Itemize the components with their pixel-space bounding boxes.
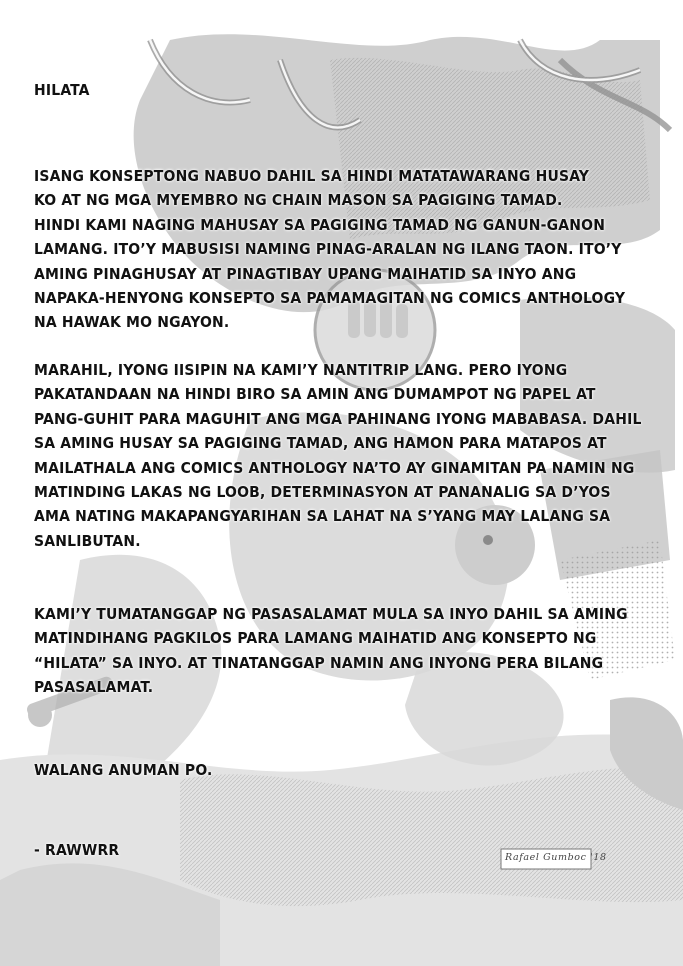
author-signature: - RAWWRR (34, 841, 120, 859)
closing-line: WALANG ANUMAN PO. (34, 761, 213, 779)
page-title: HILATA (34, 81, 90, 99)
paragraph-3: KAMI’Y TUMATANGGAP NG PASASALAMAT MULA SA INYO DAHIL SA AMING MATINDIHANG PAGKILOS PARA LAMANG MAIHATID ANG KONSEPTO NG “HILATA” SA INYO. AT TINATANGGAP NAMIN ANG INYONG PERA BILANG PASASALAMAT. (34, 605, 628, 697)
paragraph-2: MARAHIL, IYONG IISIPIN NA KAMI’Y NANTITRIP LANG. PERO IYONG PAKATANDAAN NA HINDI BIRO SA AMIN ANG DUMAMPOT NG PAPEL AT PANG-GUHIT PARA MAGUHIT ANG MGA PAHINANG IYONG MABABASA. DAHIL SA AMING HUSAY SA PAGIGING TAMAD, ANG HAMON PARA MATAPOS AT MAILATHALA ANG COMICS ANTHOLOGY NA’TO AY GINAMITAN PA NAMIN NG MATINDING LAKAS NG LOOB, DETERMINASYON AT PANANALIG SA D’YOS AMA NATING MAKAPANGYARIHAN SA LAHAT NA S’YANG MAY LALANG SA SANLIBUTAN. (34, 361, 642, 550)
paragraph-1: ISANG KONSEPTONG NABUO DAHIL SA HINDI MATATAWARANG HUSAY KO AT NG MGA MYEMBRO NG CHAIN MASON SA PAGIGING TAMAD. HINDI KAMI NAGING MAHUSAY SA PAGIGING TAMAD NG GANUN-GANON LAMANG. ITO’Y MABUSISI NAMING PINAG-ARALAN NG ILANG TAON. ITO’Y AMING PINAGHUSAY AT PINAGTIBAY UPANG MAIHATID SA INYO ANG NAPAKA-HENYONG KONSEPTO SA PAMAMAGITAN NG COMICS ANTHOLOGY NA HAWAK MO NGAYON. (34, 167, 626, 332)
artist-signature: Rafael Gumboc '18 (505, 852, 607, 863)
